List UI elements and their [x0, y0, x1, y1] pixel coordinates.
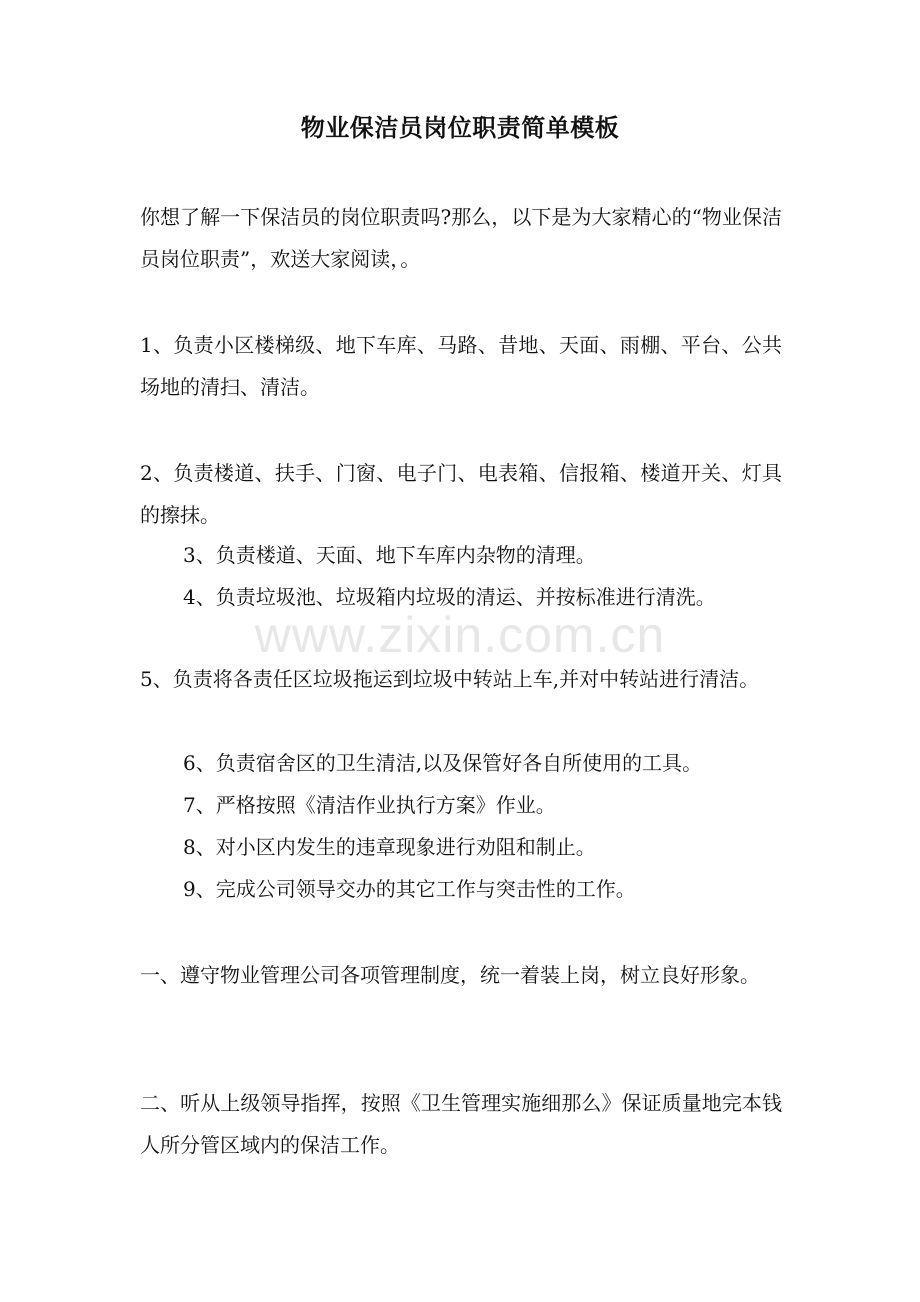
duty-item-8: 8、对小区内发生的违章现象进行劝阻和制止。 [183, 835, 596, 859]
rule-item-1: 一、遵守物业管理公司各项管理制度，统一着装上岗，树立良好形象。 [140, 963, 760, 987]
duty-item-5: 5、负责将各责任区垃圾拖运到垃圾中转站上车,并对中转站进行清洁。 [140, 667, 760, 691]
document-title: 物业保洁员岗位职责简单模板 [300, 113, 620, 142]
duty-item-3: 3、负责楼道、天面、地下车库内杂物的清理。 [183, 543, 596, 567]
duty-item-1: 1、负责小区楼梯级、地下车库、马路、昔地、天面、雨棚、平台、公共场地的清扫、清洁。 [140, 333, 782, 399]
duty-item-9: 9、完成公司领导交办的其它工作与突击性的工作。 [183, 877, 636, 901]
watermark: www.zixin.com.cn [254, 607, 666, 663]
duty-item-4: 4、负责垃圾池、垃圾箱内垃圾的清运、并按标准进行清洗。 [183, 585, 716, 609]
intro-paragraph: 你想了解一下保洁员的岗位职责吗?那么，以下是为大家精心的“物业保洁员岗位职责”，欢送大家阅读，。 [140, 205, 782, 271]
duty-item-2: 2、负责楼道、扶手、门窗、电子门、电表箱、信报箱、楼道开关、灯具的擦抹。 [140, 461, 782, 527]
duty-item-7: 7、严格按照《清洁作业执行方案》作业。 [183, 793, 556, 817]
rule-item-2: 二、听从上级领导指挥，按照《卫生管理实施细那么》保证质量地完本钱人所分管区域内的保洁工作。 [140, 1091, 782, 1157]
duty-item-6: 6、负责宿舍区的卫生清洁,以及保管好各自所使用的工具。 [183, 751, 703, 775]
